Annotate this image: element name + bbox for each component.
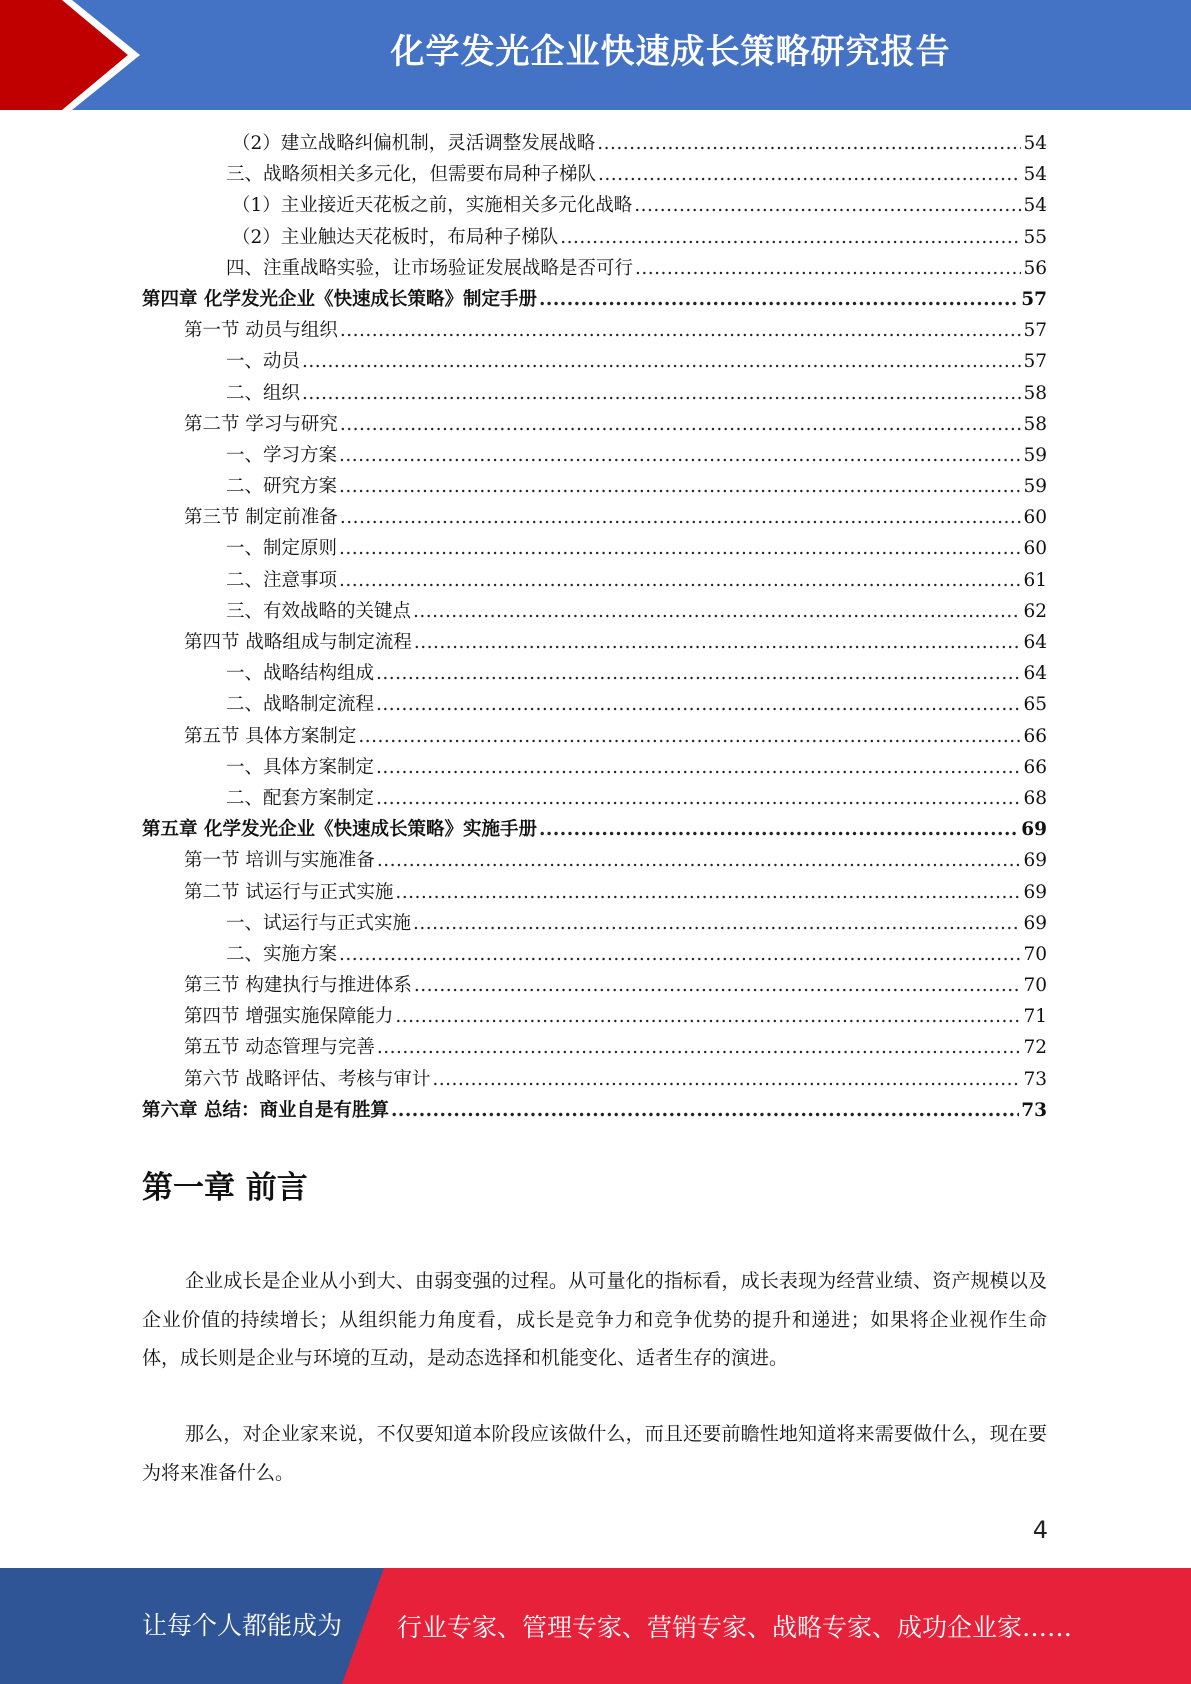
- toc-entry-title: 二、实施方案: [226, 943, 338, 965]
- toc-dot-leader: [376, 752, 1021, 783]
- toc-entry[interactable]: [142, 378, 1047, 409]
- toc-entry[interactable]: [142, 783, 1047, 814]
- toc-entry-title: 一、具体方案制定: [226, 756, 375, 778]
- toc-entry-title: 第三节 制定前准备: [184, 507, 338, 529]
- toc-entry-page: 55: [1023, 226, 1047, 248]
- toc-entry[interactable]: [142, 502, 1047, 533]
- toc-dot-leader: [598, 159, 1021, 190]
- toc-entry-page: 62: [1023, 600, 1047, 622]
- toc-entry-page: 60: [1023, 538, 1047, 560]
- toc-entry-title: （2）主业触达天花板时，布局种子梯队: [232, 226, 559, 248]
- toc-entry-page: 69: [1021, 819, 1047, 841]
- toc-dot-leader: [413, 908, 1021, 939]
- toc-entry-title: 第四节 战略组成与制定流程: [184, 632, 412, 653]
- toc-dot-leader: [539, 814, 1019, 845]
- toc-entry-title: 第一节 动员与组织: [184, 320, 338, 342]
- toc-entry-page: 59: [1023, 444, 1047, 466]
- toc-entry-title: 一、学习方案: [226, 444, 338, 466]
- toc-entry-title: 二、注意事项: [226, 569, 338, 591]
- toc-entry[interactable]: [142, 939, 1047, 970]
- toc-dot-leader: [432, 1064, 1021, 1095]
- toc-entry[interactable]: [142, 596, 1047, 627]
- toc-entry-page: 58: [1023, 413, 1047, 435]
- toc-entry-page: 56: [1023, 257, 1047, 279]
- toc-dot-leader: [358, 721, 1021, 752]
- toc-entry-page: 68: [1023, 787, 1047, 809]
- toc-entry-title: 第四节 增强实施保障能力: [184, 1006, 394, 1028]
- toc-dot-leader: [635, 253, 1021, 284]
- toc-entry-page: 61: [1023, 569, 1047, 591]
- toc-dot-leader: [560, 222, 1021, 253]
- toc-entry[interactable]: [142, 1064, 1047, 1095]
- toc-entry-page: 69: [1023, 850, 1047, 872]
- toc-entry[interactable]: [142, 471, 1047, 502]
- toc-entry[interactable]: [142, 845, 1047, 876]
- toc-entry-page: 54: [1023, 195, 1047, 217]
- toc-entry[interactable]: [142, 658, 1047, 689]
- toc-entry-page: 70: [1023, 943, 1047, 965]
- toc-entry[interactable]: [142, 970, 1047, 1001]
- toc-entry-title: 第六节 战略评估、考核与审计: [184, 1068, 431, 1090]
- toc-entry-page: 73: [1021, 1099, 1047, 1121]
- toc-dot-leader: [413, 596, 1021, 627]
- body-paragraph: 企业成长是企业从小到大、由弱变强的过程。从可量化的指标看，成长表现为经营业绩、资产规模以及企业价值的持续增长；从组织能力角度看，成长是竞争力和竞争优势的提升和递进；如果将企业视作生命体，成长则是企业与环境的互动，是动态选择和机能变化、适者生存的演进。: [142, 1270, 1047, 1369]
- toc-entry-title: 一、动员: [226, 351, 301, 373]
- toc-entry-page: 70: [1023, 975, 1047, 997]
- toc-dot-leader: [339, 471, 1021, 502]
- toc-dot-leader: [414, 970, 1022, 1001]
- toc-entry[interactable]: [142, 814, 1047, 845]
- table-of-contents: [142, 128, 1047, 1126]
- toc-entry[interactable]: [142, 1095, 1047, 1126]
- toc-entry-page: 72: [1023, 1037, 1047, 1059]
- body-paragraph: 那么，对企业家来说，不仅要知道本阶段应该做什么，而且还要前瞻性地知道将来需要做什么，现在要为将来准备什么。: [142, 1423, 1047, 1484]
- page-number: 4: [1032, 1516, 1048, 1544]
- toc-entry-title: 三、有效战略的关键点: [226, 600, 412, 622]
- toc-entry-title: 二、战略制定流程: [226, 694, 375, 716]
- toc-entry-title: （2）建立战略纠偏机制，灵活调整发展战略: [232, 133, 596, 154]
- toc-dot-leader: [339, 565, 1021, 596]
- toc-dot-leader: [376, 783, 1021, 814]
- toc-dot-leader: [539, 284, 1019, 315]
- toc-entry-page: 64: [1023, 632, 1047, 653]
- toc-entry-page: 64: [1023, 663, 1047, 685]
- toc-dot-leader: [339, 440, 1021, 471]
- toc-entry[interactable]: [142, 533, 1047, 564]
- toc-entry[interactable]: [142, 190, 1047, 221]
- toc-entry-page: 58: [1023, 382, 1047, 404]
- toc-entry[interactable]: [142, 689, 1047, 720]
- toc-entry-title: 第三节 构建执行与推进体系: [184, 975, 412, 997]
- toc-entry[interactable]: [142, 908, 1047, 939]
- footer-slogan-right: 行业专家、管理专家、营销专家、战略专家、成功企业家……: [397, 1613, 1073, 1642]
- toc-dot-leader: [391, 1095, 1019, 1126]
- toc-entry-title: 三、战略须相关多元化，但需要布局种子梯队: [226, 164, 597, 186]
- toc-entry-title: 一、战略结构组成: [226, 663, 375, 685]
- toc-entry[interactable]: [142, 284, 1047, 315]
- toc-dot-leader: [377, 845, 1022, 876]
- toc-entry-title: （1）主业接近天花板之前，实施相关多元化战略: [232, 195, 633, 217]
- toc-entry-title: 一、试运行与正式实施: [226, 912, 412, 934]
- toc-entry-title: 第二节 学习与研究: [184, 413, 338, 435]
- footer-slogan-left: 让每个人都能成为: [142, 1611, 343, 1640]
- toc-entry-page: 69: [1023, 881, 1047, 903]
- toc-entry-page: 59: [1023, 476, 1047, 498]
- toc-entry-title: 第一节 培训与实施准备: [184, 850, 375, 872]
- toc-entry-title: 第四章 化学发光企业《快速成长策略》制定手册: [142, 288, 537, 310]
- toc-entry[interactable]: [142, 877, 1047, 908]
- toc-entry-page: 69: [1023, 912, 1047, 934]
- toc-entry[interactable]: [142, 222, 1047, 253]
- toc-dot-leader: [339, 533, 1021, 564]
- toc-entry-title: 第二节 试运行与正式实施: [184, 881, 394, 903]
- toc-dot-leader: [414, 627, 1022, 658]
- toc-entry[interactable]: [142, 1032, 1047, 1063]
- toc-entry[interactable]: [142, 721, 1047, 752]
- toc-entry[interactable]: [142, 253, 1047, 284]
- toc-entry[interactable]: [142, 315, 1047, 346]
- toc-dot-leader: [302, 378, 1021, 409]
- toc-entry[interactable]: [142, 565, 1047, 596]
- toc-entry-page: 66: [1023, 756, 1047, 778]
- toc-entry-title: 第六章 总结：商业自是有胜算: [142, 1099, 389, 1121]
- toc-dot-leader: [340, 409, 1022, 440]
- toc-entry-title: 二、配套方案制定: [226, 787, 375, 809]
- toc-dot-leader: [340, 315, 1022, 346]
- toc-entry[interactable]: [142, 752, 1047, 783]
- toc-entry-title: 一、制定原则: [226, 538, 338, 560]
- toc-entry-page: 65: [1023, 694, 1047, 716]
- toc-entry-page: 57: [1023, 320, 1047, 342]
- toc-dot-leader: [597, 128, 1021, 159]
- report-title: 化学发光企业快速成长策略研究报告: [390, 32, 951, 72]
- toc-entry-title: 二、组织: [226, 382, 301, 404]
- toc-entry[interactable]: [142, 1001, 1047, 1032]
- toc-entry-page: 71: [1023, 1006, 1047, 1028]
- toc-entry-page: 73: [1023, 1068, 1047, 1090]
- chapter-heading: 第一章 前言: [142, 1170, 308, 1206]
- toc-dot-leader: [395, 1001, 1021, 1032]
- toc-dot-leader: [302, 346, 1021, 377]
- toc-entry-title: 二、研究方案: [226, 476, 338, 498]
- toc-entry-page: 57: [1023, 351, 1047, 373]
- toc-entry[interactable]: [142, 409, 1047, 440]
- toc-entry-title: 四、注重战略实验，让市场验证发展战略是否可行: [226, 257, 634, 279]
- toc-entry-page: 57: [1021, 288, 1047, 310]
- toc-dot-leader: [376, 658, 1021, 689]
- toc-entry-title: 第五节 动态管理与完善: [184, 1037, 375, 1059]
- toc-entry[interactable]: [142, 346, 1047, 377]
- toc-entry-title: 第五章 化学发光企业《快速成长策略》实施手册: [142, 819, 537, 841]
- toc-dot-leader: [340, 502, 1022, 533]
- toc-entry-title: 第五节 具体方案制定: [184, 725, 357, 747]
- toc-entry[interactable]: [142, 440, 1047, 471]
- toc-entry-page: 60: [1023, 507, 1047, 529]
- toc-entry[interactable]: [142, 128, 1047, 159]
- toc-dot-leader: [395, 877, 1021, 908]
- toc-entry[interactable]: [142, 159, 1047, 190]
- toc-dot-leader: [376, 689, 1021, 720]
- page-footer: [0, 1568, 1191, 1684]
- toc-dot-leader: [634, 190, 1021, 221]
- toc-entry-page: 66: [1023, 725, 1047, 747]
- toc-dot-leader: [377, 1032, 1022, 1063]
- toc-dot-leader: [339, 939, 1021, 970]
- toc-entry-page: 54: [1023, 133, 1047, 154]
- page-header: [0, 0, 1191, 110]
- toc-entry[interactable]: [142, 627, 1047, 658]
- toc-entry-page: 54: [1023, 164, 1047, 186]
